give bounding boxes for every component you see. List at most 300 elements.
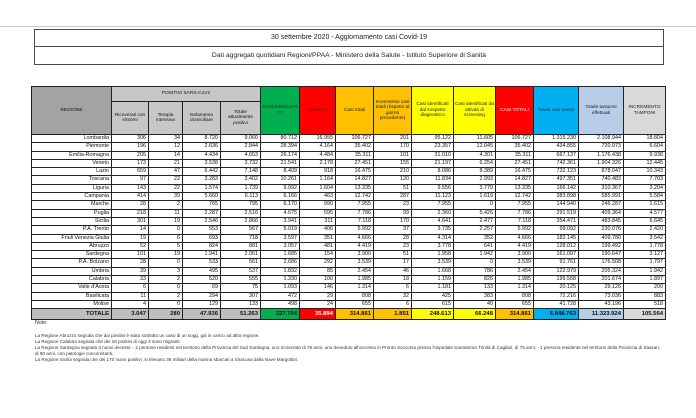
value-cell: 4.653: [221, 151, 261, 159]
value-cell: 481: [300, 242, 336, 250]
note-line-calabria: La Regione Calabria segnala che dei 18 positivi di oggi 4 sono migranti.: [35, 339, 181, 344]
value-cell: 9.938: [624, 151, 666, 159]
value-cell: 4.577: [624, 209, 666, 217]
value-cell: 3.597: [261, 234, 300, 242]
value-cell: 990: [300, 201, 336, 209]
value-cell: 210: [374, 168, 412, 176]
value-cell: 483.845: [579, 217, 624, 225]
value-cell: 3.057: [261, 242, 300, 250]
value-cell: 190.647: [579, 251, 624, 259]
value-cell: 0: [454, 201, 496, 209]
value-cell: 6.254: [454, 159, 496, 167]
table-row: [32, 300, 666, 308]
value-cell: 32: [374, 292, 412, 300]
value-cell: 144.940: [534, 201, 579, 209]
value-cell: 51.263: [221, 309, 261, 320]
value-cell: 3.539: [496, 259, 534, 267]
col-header-isolamento: Isolamento domiciliare: [183, 102, 221, 135]
value-cell: 1.181: [412, 284, 454, 292]
value-cell: 101: [112, 251, 149, 259]
value-cell: 6.645: [624, 217, 666, 225]
region-cell: Veneto: [32, 159, 112, 167]
value-cell: 1.904.326: [579, 159, 624, 167]
value-cell: 8.389: [454, 168, 496, 176]
value-cell: 291.519: [534, 209, 579, 217]
value-cell: 35.402: [336, 143, 374, 151]
value-cell: 287: [374, 193, 412, 201]
value-cell: 5.019: [261, 226, 300, 234]
value-cell: 7.955: [336, 201, 374, 209]
value-cell: 878.047: [579, 168, 624, 176]
value-cell: 2.420: [624, 226, 666, 234]
value-cell: 9.060: [221, 135, 261, 143]
value-cell: 205: [112, 151, 149, 159]
value-cell: 434.855: [534, 143, 579, 151]
value-cell: 3.047: [112, 309, 149, 320]
value-cell: 34: [149, 135, 183, 143]
value-cell: 2.993: [454, 176, 496, 184]
value-cell: 1.604: [300, 184, 336, 192]
value-cell: 99.092: [534, 226, 579, 234]
table-row: [32, 226, 666, 234]
value-cell: 383.898: [534, 193, 579, 201]
value-cell: 301: [112, 217, 149, 225]
region-cell: Marche: [32, 201, 112, 209]
value-cell: 11.323.924: [579, 309, 624, 320]
table-row: [32, 217, 666, 225]
col-header-casi-testati: Totale casi testati: [534, 87, 579, 135]
value-cell: 1.330: [261, 276, 300, 284]
table-row: [32, 276, 666, 284]
value-cell: 294: [183, 292, 221, 300]
table-header: [32, 87, 666, 135]
table-row: [32, 201, 666, 209]
value-cell: 22: [149, 184, 183, 192]
table-row: [32, 259, 666, 267]
value-cell: 615: [412, 300, 454, 308]
table-row: [32, 209, 666, 217]
value-cell: 553: [183, 226, 221, 234]
value-cell: 3.778: [412, 242, 454, 250]
value-cell: 100: [300, 276, 336, 284]
value-cell: 6: [374, 300, 412, 308]
region-cell: Abruzzo: [32, 242, 112, 250]
value-cell: 5.992: [336, 226, 374, 234]
value-cell: 35.402: [496, 143, 534, 151]
region-cell: Piemonte: [32, 143, 112, 151]
value-cell: 1.619: [454, 193, 496, 201]
value-cell: 2.866: [221, 217, 261, 225]
value-cell: 1.797: [624, 259, 666, 267]
value-cell: 7.955: [496, 201, 534, 209]
value-cell: 8.720: [183, 135, 221, 143]
value-cell: 24: [300, 300, 336, 308]
value-cell: 133: [454, 284, 496, 292]
value-cell: 11: [149, 209, 183, 217]
value-cell: 414: [112, 193, 149, 201]
region-cell: Sardegna: [32, 251, 112, 259]
value-cell: 7.786: [496, 209, 534, 217]
region-cell: Lazio: [32, 168, 112, 176]
table-row: [32, 176, 666, 184]
value-cell: 795: [221, 201, 261, 209]
value-cell: 1.739: [221, 184, 261, 192]
value-cell: 14: [149, 151, 183, 159]
region-cell: Emilia-Romagna: [32, 151, 112, 159]
value-cell: 218: [112, 209, 149, 217]
table-row: [32, 184, 666, 192]
value-cell: 18: [374, 276, 412, 284]
value-cell: 14.827: [496, 176, 534, 184]
value-cell: 43.196: [579, 300, 624, 308]
value-cell: 533: [183, 259, 221, 267]
value-cell: 4: [112, 300, 149, 308]
value-cell: 35.311: [496, 151, 534, 159]
col-header-ricoverati: Ricoverati con sintomi: [112, 102, 149, 135]
value-cell: 7.148: [221, 168, 261, 176]
value-cell: 5.584: [624, 193, 666, 201]
value-cell: 641: [454, 242, 496, 250]
value-cell: 21.541: [261, 159, 300, 167]
value-cell: 9.992: [261, 184, 300, 192]
value-cell: 498: [261, 300, 300, 308]
region-cell: Umbria: [32, 267, 112, 275]
value-cell: 2.454: [336, 267, 374, 275]
value-cell: 6.170: [261, 201, 300, 209]
value-cell: 205.324: [579, 267, 624, 275]
value-cell: 5.992: [496, 226, 534, 234]
region-cell: Liguria: [32, 184, 112, 192]
value-cell: 166.142: [534, 184, 579, 192]
value-cell: 7.786: [336, 209, 374, 217]
value-cell: 72.216: [534, 292, 579, 300]
value-cell: 39: [112, 267, 149, 275]
value-cell: 7.118: [336, 217, 374, 225]
value-cell: 808: [336, 292, 374, 300]
value-cell: 2.178: [300, 159, 336, 167]
value-cell: 170: [374, 217, 412, 225]
value-cell: 201: [374, 135, 412, 143]
value-cell: 105.564: [624, 309, 666, 320]
region-cell: Valle d'Aosta: [32, 284, 112, 292]
value-cell: 4.164: [300, 143, 336, 151]
region-cell: Calabria: [32, 276, 112, 284]
value-cell: 6: [149, 234, 183, 242]
value-cell: 883: [624, 292, 666, 300]
value-cell: 129: [183, 300, 221, 308]
value-cell: 5.426: [454, 209, 496, 217]
table-row: [32, 135, 666, 143]
value-cell: 0: [149, 226, 183, 234]
value-cell: 786: [454, 267, 496, 275]
value-cell: 3.735: [412, 226, 454, 234]
value-cell: 693: [183, 234, 221, 242]
note-line-sardegna: La Regione Sardegna segnala 3 nuovi decessi: - 2 persone residenti nel territorio della Provincia del Sud Sardegna, uno ricoverato di 78 anni, uno deceduto all'accesso in Pronto Soccorso presso l'ospedale Santissima Trinità di Cagliari, di 75 anni; - 1 persona residente nel territorio della Provincia di Sassari, di 90 anni, con patologie concomitanti.: [35, 345, 661, 356]
value-cell: 155: [374, 159, 412, 167]
value-cell: 0: [149, 284, 183, 292]
value-cell: 29: [300, 292, 336, 300]
value-cell: 354.471: [534, 217, 579, 225]
value-cell: 19: [112, 234, 149, 242]
value-cell: 201.674: [579, 276, 624, 284]
value-cell: 73.036: [579, 292, 624, 300]
table-row: [32, 143, 666, 151]
value-cell: 128.012: [534, 242, 579, 250]
value-cell: 173: [112, 159, 149, 167]
value-cell: 3: [149, 267, 183, 275]
value-cell: 4.484: [300, 151, 336, 159]
value-cell: 352: [454, 234, 496, 242]
value-cell: 2.287: [183, 209, 221, 217]
table-row: [32, 234, 666, 242]
value-cell: 23: [374, 201, 412, 209]
value-cell: 918: [300, 168, 336, 176]
value-cell: 4.301: [454, 151, 496, 159]
table-row: [32, 284, 666, 292]
value-cell: 1.668: [412, 267, 454, 275]
col-header-screening: Casi identificati da attività di screening: [454, 87, 496, 135]
value-cell: 5.660: [183, 193, 221, 201]
value-cell: 0: [149, 300, 183, 308]
value-cell: 69: [183, 284, 221, 292]
value-cell: 11.605: [454, 135, 496, 143]
value-cell: 230.076: [579, 226, 624, 234]
table-row: [32, 267, 666, 275]
value-cell: 2.844: [221, 143, 261, 151]
value-cell: 14.827: [336, 176, 374, 184]
value-cell: 1.832: [261, 267, 300, 275]
value-cell: 718: [221, 234, 261, 242]
value-cell: 280: [149, 309, 183, 320]
value-cell: 246.287: [579, 201, 624, 209]
col-header-tamponi-effettuati: Totale tamponi effettuati: [579, 87, 624, 135]
covid-data-table: [31, 86, 666, 320]
value-cell: 585.991: [579, 193, 624, 201]
value-cell: 3.941: [261, 217, 300, 225]
value-cell: 6.442: [183, 168, 221, 176]
value-cell: 409.364: [579, 209, 624, 217]
value-cell: 6.166: [261, 193, 300, 201]
value-cell: 8.086: [412, 168, 454, 176]
value-cell: 497.351: [534, 176, 579, 184]
value-cell: 13.335: [496, 184, 534, 192]
value-cell: 3.539: [412, 259, 454, 267]
value-cell: 1.942: [624, 267, 666, 275]
value-cell: 21.197: [412, 159, 454, 167]
value-cell: 409.780: [579, 234, 624, 242]
value-cell: 11.834: [412, 176, 454, 184]
value-cell: 28: [374, 234, 412, 242]
value-cell: 26.174: [261, 151, 300, 159]
value-cell: 6: [374, 284, 412, 292]
page-title: 30 settembre 2020 - Aggiornamento casi Covid-19: [270, 34, 428, 41]
value-cell: 46: [374, 267, 412, 275]
value-cell: 17: [374, 259, 412, 267]
value-cell: 732.123: [534, 168, 579, 176]
value-cell: 6.604: [624, 143, 666, 151]
value-cell: 11: [112, 292, 149, 300]
value-cell: 52: [112, 242, 149, 250]
value-cell: 91.761: [534, 259, 579, 267]
value-cell: 37: [374, 226, 412, 234]
region-cell: Campania: [32, 193, 112, 201]
value-cell: 555: [221, 276, 261, 284]
col-header-sospetto-diagnostico: Casi identificati dal sospetto diagnostico: [412, 87, 454, 135]
value-cell: 35.311: [336, 151, 374, 159]
value-cell: 7.703: [624, 176, 666, 184]
total-row: [32, 309, 666, 320]
value-cell: 10.343: [624, 168, 666, 176]
value-cell: 314.861: [336, 309, 374, 320]
value-cell: 520: [183, 276, 221, 284]
value-cell: 16.475: [496, 168, 534, 176]
value-cell: 2.546: [183, 217, 221, 225]
value-cell: 27.451: [496, 159, 534, 167]
value-cell: 1.897: [624, 276, 666, 284]
value-cell: 659: [112, 168, 149, 176]
value-cell: 765: [183, 201, 221, 209]
value-cell: 1.851: [374, 309, 412, 320]
value-cell: 1.942: [454, 251, 496, 259]
value-cell: 310.367: [579, 184, 624, 192]
value-cell: 3.538: [183, 159, 221, 167]
value-cell: 307: [221, 292, 261, 300]
value-cell: 12.742: [496, 193, 534, 201]
value-cell: 518: [624, 300, 666, 308]
value-cell: 51: [374, 184, 412, 192]
table-row: [32, 151, 666, 159]
value-cell: 13.335: [336, 184, 374, 192]
value-cell: 33: [112, 276, 149, 284]
value-cell: 16.475: [336, 168, 374, 176]
value-cell: 2: [149, 292, 183, 300]
value-cell: 200: [624, 284, 666, 292]
value-cell: 39: [149, 193, 183, 201]
value-cell: 314.861: [496, 309, 534, 320]
value-cell: 3.900: [496, 251, 534, 259]
value-cell: 19: [149, 251, 183, 259]
value-cell: 16.955: [300, 135, 336, 143]
value-cell: 146: [300, 284, 336, 292]
value-cell: 22: [149, 176, 183, 184]
table-row: [32, 292, 666, 300]
value-cell: 14: [112, 226, 149, 234]
value-cell: 3.779: [454, 184, 496, 192]
region-cell: Sicilia: [32, 217, 112, 225]
value-cell: 1.314: [336, 284, 374, 292]
table-row: [32, 159, 666, 167]
region-cell: Toscana: [32, 176, 112, 184]
value-cell: 161.097: [534, 251, 579, 259]
value-cell: 655: [336, 300, 374, 308]
value-cell: 3.732: [221, 159, 261, 167]
region-cell: Puglia: [32, 209, 112, 217]
value-cell: 720.973: [579, 143, 624, 151]
value-cell: 176.508: [579, 259, 624, 267]
table-row: [32, 242, 666, 250]
value-cell: 567: [221, 226, 261, 234]
value-cell: 106.727: [496, 135, 534, 143]
total-label: TOTALE: [32, 309, 112, 320]
notes-section: [35, 320, 661, 363]
value-cell: 383: [454, 292, 496, 300]
table-row: [32, 168, 666, 176]
value-cell: 12.045: [454, 143, 496, 151]
value-cell: 85: [300, 267, 336, 275]
value-cell: 143: [112, 184, 149, 192]
value-cell: 35.894: [300, 309, 336, 320]
col-header-incremento-tamponi: INCREMENTO TAMPONI: [624, 87, 666, 135]
value-cell: 6.848.753: [534, 309, 579, 320]
value-cell: 31.010: [412, 151, 454, 159]
value-cell: 742.361: [534, 159, 579, 167]
value-cell: 1.985: [336, 276, 374, 284]
value-cell: 1.315.230: [534, 135, 579, 143]
page-subtitle: Dati aggregati quotidiani Regioni/PPAA - Ministero della Salute - Istituto Superiore di Sanità: [35, 46, 663, 64]
value-cell: 120: [374, 176, 412, 184]
value-cell: 3.900: [336, 251, 374, 259]
value-cell: 537: [221, 267, 261, 275]
col-header-casi-totali-main: CASI TOTALI: [496, 87, 534, 135]
value-cell: 3.283: [183, 176, 221, 184]
value-cell: 3.204: [624, 184, 666, 192]
value-cell: 7.118: [496, 217, 534, 225]
value-cell: 472: [261, 292, 300, 300]
value-cell: 20.125: [534, 284, 579, 292]
value-cell: 80.712: [261, 135, 300, 143]
value-cell: 101: [374, 151, 412, 159]
region-cell: P.A. Trento: [32, 226, 112, 234]
value-cell: 667.137: [534, 151, 579, 159]
value-cell: 463: [300, 193, 336, 201]
region-cell: Friuli Venezia Giulia: [32, 234, 112, 242]
col-header-terapia-intensiva: Terapia intensiva: [149, 102, 183, 135]
value-cell: 351: [300, 234, 336, 242]
value-cell: 425: [412, 292, 454, 300]
value-cell: 2: [149, 276, 183, 284]
value-cell: 12: [149, 143, 183, 151]
value-cell: 3.127: [624, 251, 666, 259]
region-cell: Molise: [32, 300, 112, 308]
value-cell: 40: [454, 300, 496, 308]
region-cell: Basilicata: [32, 292, 112, 300]
value-cell: 311: [300, 217, 336, 225]
value-cell: 1.574: [183, 184, 221, 192]
value-cell: 7.955: [412, 201, 454, 209]
value-cell: 826: [454, 276, 496, 284]
value-cell: 2: [149, 201, 183, 209]
value-cell: 154: [300, 251, 336, 259]
value-cell: 11.123: [412, 193, 454, 201]
value-cell: 4.675: [261, 209, 300, 217]
value-cell: 2.454: [496, 267, 534, 275]
value-cell: 23: [374, 242, 412, 250]
value-cell: 561: [221, 259, 261, 267]
value-cell: 23.357: [412, 143, 454, 151]
value-cell: 2.108.944: [579, 135, 624, 143]
value-cell: 1.778: [624, 242, 666, 250]
col-group-positivi-sars-cov2: POSITIVI SARS-CoV2: [112, 87, 261, 102]
value-cell: 655: [496, 300, 534, 308]
value-cell: 808: [496, 292, 534, 300]
value-cell: 2.477: [454, 217, 496, 225]
value-cell: 47: [149, 168, 183, 176]
value-cell: 51: [374, 251, 412, 259]
value-cell: 66.248: [454, 309, 496, 320]
notes-label: Note:: [35, 320, 48, 326]
value-cell: 122.979: [534, 267, 579, 275]
note-line-abruzzo: La Regione Abruzzo segnala che dai positivi è stato sottratto un caso di un sogg. già in carico ad altra regione.: [35, 333, 260, 338]
